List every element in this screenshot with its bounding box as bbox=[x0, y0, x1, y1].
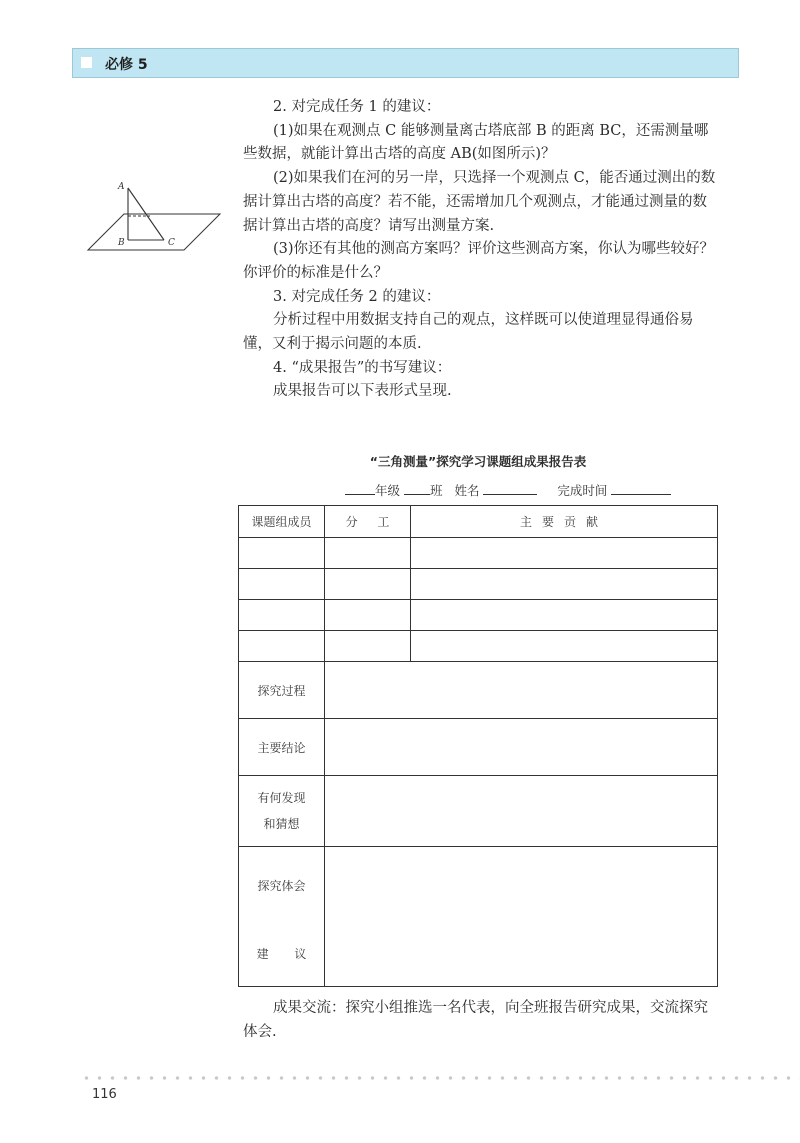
table-header-row bbox=[239, 506, 718, 538]
member-cell[interactable] bbox=[239, 538, 325, 569]
process-cell[interactable] bbox=[325, 662, 718, 719]
discovery-row bbox=[239, 776, 718, 847]
grade-blank[interactable] bbox=[345, 482, 375, 495]
grade-label: 年级 bbox=[375, 483, 401, 498]
division-cell[interactable] bbox=[325, 600, 411, 631]
question-2: (2)如果我们在河的另一岸，只选择一个观测点 C，能否通过测出的数据计算出古塔的高度？若不能，还需增加几个观测点，才能通过测量的数据计算出古塔的高度？请写出测量方案. bbox=[243, 170, 716, 234]
point-label-c: C bbox=[168, 238, 175, 248]
question-1: (1)如果在观测点 C 能够测量离古塔底部 B 的距离 BC，还需测量哪些数据，就能计算出古塔的高度 AB(如图所示)？ bbox=[243, 122, 709, 163]
table-row bbox=[239, 631, 718, 662]
dotted-divider bbox=[80, 1076, 800, 1080]
experience-suggestion-labels bbox=[239, 847, 325, 987]
question-3: (3)你还有其他的测高方案吗？评价这些测高方案，你认为哪些较好？你评价的标准是什么？ bbox=[243, 241, 715, 281]
member-cell[interactable] bbox=[239, 600, 325, 631]
name-blank[interactable] bbox=[483, 482, 537, 495]
suggestions-text bbox=[243, 96, 721, 404]
chapter-title: 必修 5 bbox=[105, 57, 148, 73]
ground-plane bbox=[88, 214, 220, 250]
table-row bbox=[239, 538, 718, 569]
contribution-cell[interactable] bbox=[411, 631, 718, 662]
conclusion-row bbox=[239, 719, 718, 776]
division-cell[interactable] bbox=[325, 538, 411, 569]
discovery-cell[interactable] bbox=[325, 776, 718, 847]
process-row bbox=[239, 662, 718, 719]
page-number: 116 bbox=[92, 1087, 117, 1102]
discovery-label-line1: 有何发现 bbox=[257, 791, 306, 805]
header-division: 分 工 bbox=[325, 506, 411, 538]
process-label: 探究过程 bbox=[239, 662, 325, 719]
member-cell[interactable] bbox=[239, 631, 325, 662]
suggestion-heading-task2: 3. 对完成任务 2 的建议： bbox=[273, 288, 441, 305]
header-square-icon bbox=[81, 57, 92, 68]
division-cell[interactable] bbox=[325, 569, 411, 600]
table-row bbox=[239, 600, 718, 631]
report-info-line bbox=[345, 481, 720, 499]
discovery-label-line2: 和猜想 bbox=[263, 817, 300, 831]
task2-advice: 分析过程中用数据支持自己的观点，这样既可以使道理显得通俗易懂，又利于揭示问题的本质. bbox=[243, 312, 694, 353]
tower-measurement-figure bbox=[84, 178, 224, 256]
report-table bbox=[238, 505, 718, 987]
time-label: 完成时间 bbox=[557, 483, 608, 498]
header-members: 课题组成员 bbox=[239, 506, 325, 538]
exchange-text bbox=[243, 996, 721, 1044]
suggestion-label: 建 议 bbox=[256, 947, 307, 961]
report-advice: 成果报告可以下表形式呈现. bbox=[273, 383, 452, 400]
conclusion-label: 主要结论 bbox=[239, 719, 325, 776]
experience-cell[interactable] bbox=[325, 847, 718, 987]
report-form-title: “三角测量”探究学习课题组成果报告表 bbox=[369, 454, 587, 469]
conclusion-cell[interactable] bbox=[325, 719, 718, 776]
discovery-label bbox=[239, 776, 325, 847]
member-cell[interactable] bbox=[239, 569, 325, 600]
class-label: 班 bbox=[430, 483, 443, 498]
time-blank[interactable] bbox=[611, 482, 671, 495]
suggestion-heading-report: 4. “成果报告”的书写建议： bbox=[273, 359, 452, 376]
point-label-b: B bbox=[118, 238, 125, 248]
name-label: 姓名 bbox=[454, 483, 480, 498]
header-contribution: 主要贡献 bbox=[411, 506, 718, 538]
point-label-a: A bbox=[118, 182, 125, 192]
contribution-cell[interactable] bbox=[411, 600, 718, 631]
contribution-cell[interactable] bbox=[411, 569, 718, 600]
table-row bbox=[239, 569, 718, 600]
chapter-header-bar bbox=[72, 48, 739, 78]
suggestion-heading-task1: 2. 对完成任务 1 的建议： bbox=[273, 99, 441, 115]
experience-label: 探究体会 bbox=[257, 879, 306, 893]
exchange-paragraph: 成果交流：探究小组推选一名代表，向全班报告研究成果，交流探究体会. bbox=[243, 1000, 708, 1040]
experience-row bbox=[239, 847, 718, 987]
class-blank[interactable] bbox=[404, 482, 430, 495]
contribution-cell[interactable] bbox=[411, 538, 718, 569]
division-cell[interactable] bbox=[325, 631, 411, 662]
